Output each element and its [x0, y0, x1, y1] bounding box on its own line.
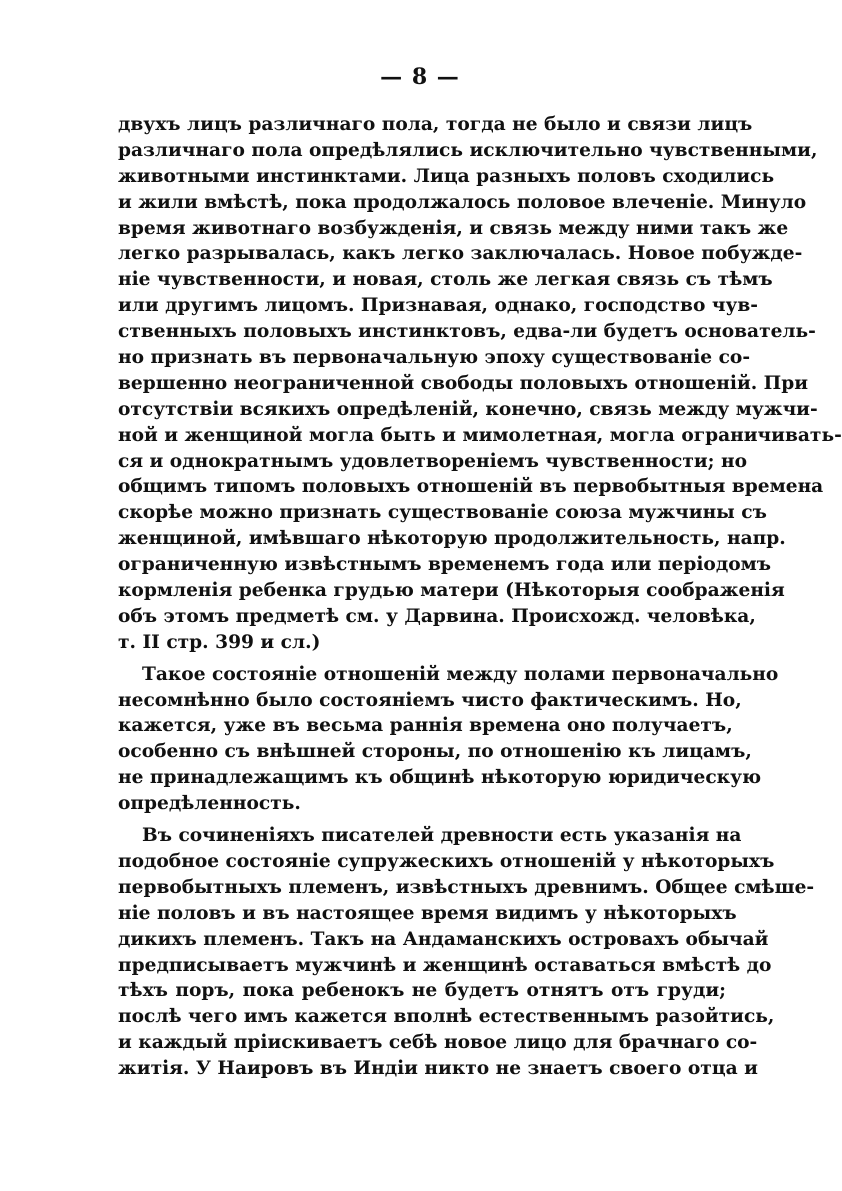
- paragraph: [118, 823, 815, 1082]
- text-line: тѣхъ поръ, пока ребенокъ не будетъ отнятъ отъ груди;: [118, 980, 726, 1002]
- text-line: скорѣе можно признать существованіе союза мужчины съ: [118, 502, 767, 524]
- text-line: несомнѣнно было состояніемъ чисто фактическимъ. Но,: [118, 689, 742, 711]
- text-line: первобытныхъ племенъ, извѣстныхъ древнимъ. Общее смѣше-: [118, 876, 815, 898]
- text-line: подобное состояніе супружескихъ отношеній у нѣкоторыхъ: [118, 850, 775, 872]
- text-line: различнаго пола опредѣлялись исключительно чувственными,: [118, 139, 818, 161]
- body-text: [118, 112, 842, 1082]
- text-line: двухъ лицъ различнаго пола, тогда не было и связи лицъ: [118, 114, 753, 135]
- text-line: житія. У Наировъ въ Индіи никто не знаетъ своего отца и: [118, 1058, 758, 1080]
- text-line: животными инстинктами. Лица разныхъ половъ сходились: [118, 165, 775, 187]
- text-line: кажется, уже въ весьма раннія времена оно получаетъ,: [118, 715, 733, 737]
- text-line: т. II стр. 399 и сл.): [118, 631, 321, 653]
- page-number: — 8 —: [380, 64, 460, 90]
- text-line: объ этомъ предметѣ см. у Дарвина. Происхожд. человѣка,: [118, 605, 756, 627]
- text-line: легко разрывалась, какъ легко заключалась. Новое побужде-: [118, 243, 803, 265]
- text-line: или другимъ лицомъ. Признавая, однако, господство чув-: [118, 295, 758, 317]
- text-line: ственныхъ половыхъ инстинктовъ, едва-ли будетъ основатель-: [118, 321, 816, 343]
- text-line: но признать въ первоначальную эпоху существованіе со-: [118, 347, 751, 369]
- text-line: послѣ чего имъ кажется вполнѣ естественнымъ разойтись,: [118, 1006, 775, 1028]
- text-line: ся и однократнымъ удовлетвореніемъ чувственности; но: [118, 450, 747, 472]
- text-line: время животнаго возбужденія, и связь между ними такъ же: [118, 217, 789, 239]
- text-line: отсутствіи всякихъ опредѣленій, конечно, связь между мужчи-: [118, 398, 818, 420]
- text-line: вершенно неограниченной свободы половыхъ отношеній. При: [118, 372, 809, 394]
- text-line: предписываетъ мужчинѣ и женщинѣ оставаться вмѣстѣ до: [118, 954, 772, 976]
- text-line: не принадлежащимъ къ общинѣ нѣкоторую юридическую: [118, 767, 762, 789]
- text-line: дикихъ племенъ. Такъ на Андаманскихъ островахъ обычай: [118, 928, 769, 950]
- text-line: опредѣленность.: [118, 793, 301, 815]
- text-line: кормленія ребенка грудью матери (Нѣкоторыя соображенія: [118, 580, 785, 602]
- text-line: ограниченную извѣстнымъ временемъ года или періодомъ: [118, 554, 772, 576]
- paragraph: [118, 112, 842, 656]
- text-line: ной и женщиной могла быть и мимолетная, могла ограничивать-: [118, 424, 842, 446]
- text-line: Такое состояніе отношеній между полами первоначально: [142, 663, 779, 685]
- text-line: общимъ типомъ половыхъ отношеній въ первобытныя времена: [118, 476, 824, 498]
- text-line: Въ сочиненіяхъ писателей древности есть указанія на: [142, 825, 742, 847]
- text-line: ніе чувственности, и новая, столь же легкая связь съ тѣмъ: [118, 269, 773, 291]
- text-line: женщиной, имѣвшаго нѣкоторую продолжительность, напр.: [118, 528, 786, 550]
- text-line: и каждый пріискиваетъ себѣ новое лицо для брачнаго со-: [118, 1032, 758, 1054]
- text-line: и жили вмѣстѣ, пока продолжалось половое влеченіе. Минуло: [118, 191, 807, 213]
- text-line: ніе половъ и въ настоящее время видимъ у нѣкоторыхъ: [118, 902, 737, 924]
- text-line: особенно съ внѣшней стороны, по отношенію къ лицамъ,: [118, 741, 752, 763]
- paragraph: [118, 662, 779, 817]
